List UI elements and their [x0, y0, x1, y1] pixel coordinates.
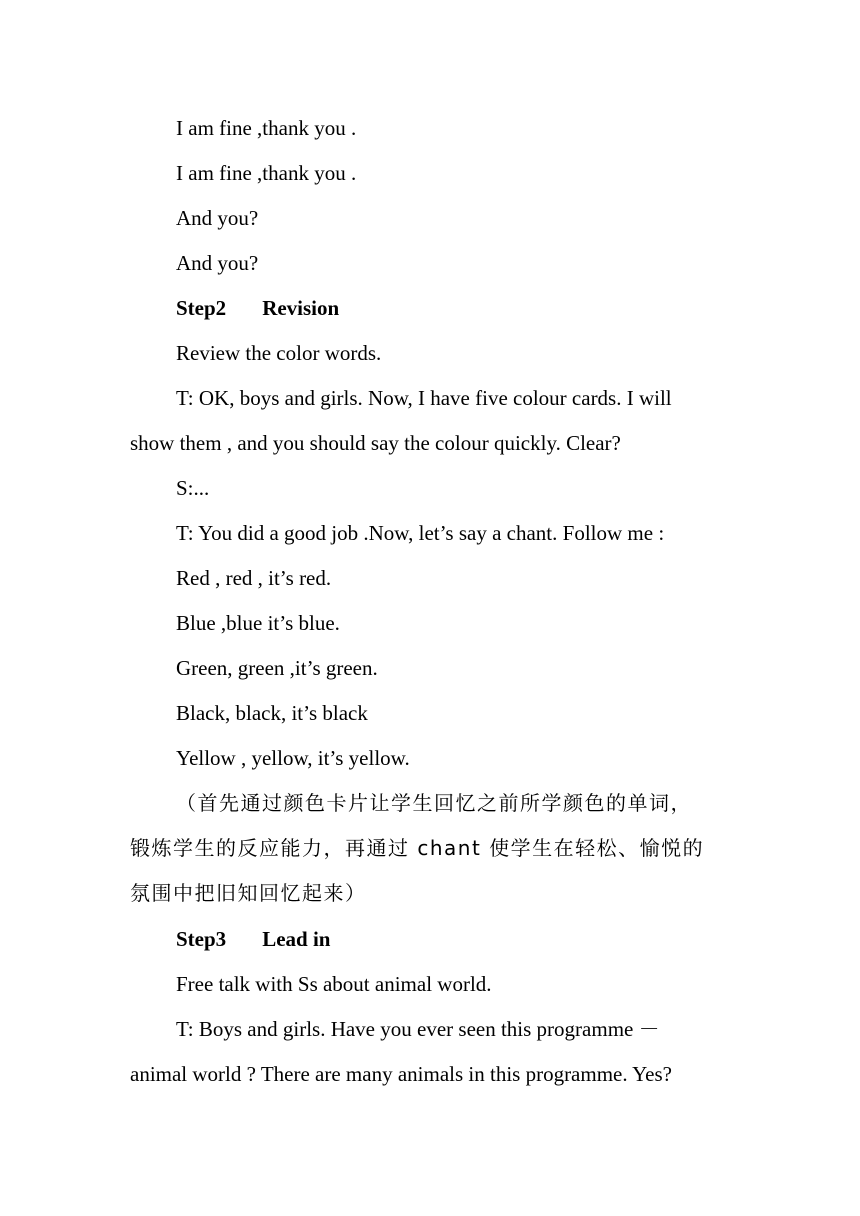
paragraph-line: T: Boys and girls. Have you ever seen this programme － — [176, 1017, 660, 1041]
chant-line: Yellow , yellow, it’s yellow. — [176, 746, 410, 770]
chinese-note-line: （首先通过颜色卡片让学生回忆之前所学颜色的单词， — [176, 791, 692, 815]
dialogue-line: S:... — [176, 476, 210, 500]
instruction-line: Review the color words. — [176, 341, 382, 365]
dialogue-line: I am fine ,thank you . — [176, 116, 357, 140]
chant-line: Green, green ,it’s green. — [176, 656, 378, 680]
dialogue-line: T: You did a good job .Now, let’s say a chant. Follow me : — [176, 521, 665, 545]
step3-heading — [176, 925, 330, 953]
chant-line: Blue ,blue it’s blue. — [176, 611, 340, 635]
step2-heading — [176, 294, 339, 322]
dialogue-line: And you? — [176, 251, 259, 275]
step-title: Lead in — [262, 927, 331, 951]
chant-line: Black, black, it’s black — [176, 701, 368, 725]
chinese-note-line: 氛围中把旧知回忆起来） — [130, 881, 367, 905]
paragraph-line: show them , and you should say the colour quickly. Clear? — [130, 431, 621, 455]
paragraph-line: T: OK, boys and girls. Now, I have five colour cards. I will — [176, 386, 672, 410]
step-title: Revision — [262, 296, 340, 320]
dialogue-line: I am fine ,thank you . — [176, 161, 357, 185]
dialogue-line: And you? — [176, 206, 259, 230]
chinese-note-line: 锻炼学生的反应能力，再通过 chant 使学生在轻松、愉悦的 — [130, 836, 705, 860]
step-label: Step2 — [176, 296, 227, 320]
chant-line: Red , red , it’s red. — [176, 566, 332, 590]
paragraph-line: animal world ? There are many animals in this programme. Yes? — [130, 1062, 672, 1086]
step-label: Step3 — [176, 927, 227, 951]
instruction-line: Free talk with Ss about animal world. — [176, 972, 492, 996]
